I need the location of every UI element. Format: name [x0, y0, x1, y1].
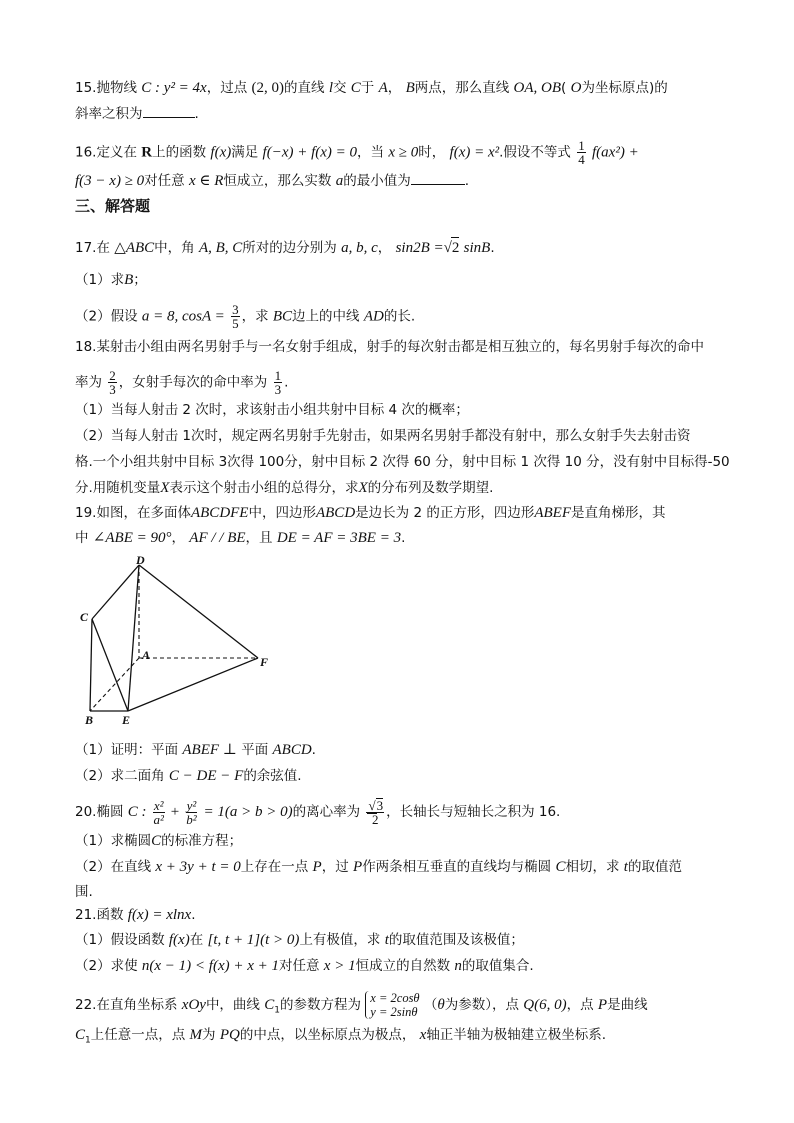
label-F: F	[260, 655, 269, 669]
answer-blank	[143, 103, 195, 118]
fraction: $\frac{1}{3}$	[274, 368, 282, 397]
q18-part2-line3: 分.用随机变量X表示这个射击小组的总得分，求X的分布列及数学期望.	[75, 480, 494, 496]
q16-line2: f(3 − x) ≥ 0对任意 x ∈ R恒成立，那么实数 a的最小值为 .	[75, 170, 734, 191]
q21-part1: （1）假设函数 f(x)在 [t, t + 1](t > 0)上有极值，求 t的取值范围及该极值；	[75, 932, 524, 948]
fraction: $\frac{3}{5}$	[232, 302, 239, 331]
edge-CE	[92, 619, 128, 711]
q19-part2: （2）求二面角 C − DE − F的余弦值.	[75, 768, 302, 784]
q20-part1: （1）求椭圆C的标准方程；	[75, 833, 243, 849]
q20-line1: 20.椭圆 C : $\frac{\text{x²}}{\text{a²}}$ + $\frac{\text{y²}}{\text{b²}}$ = 1(a > b > 0)的离心率为 $\frac{√3}{2}$ ，长轴长与短轴长之积为 16.	[75, 797, 561, 827]
label-B: B	[85, 713, 94, 725]
q17-part2: （2）假设 a = 8, cosA = $\frac{3}{5}$ ，求 BC边上的中线 AD的长.	[75, 302, 416, 331]
fraction: $\frac{√3}{2}$	[368, 798, 384, 827]
label-D: D	[136, 555, 145, 567]
q19-line1: 19.如图，在多面体ABCDFE中，四边形ABCD是边长为 2 的正方形，四边形ABEF是直角梯形，其	[75, 505, 666, 521]
q22-line1: 22.在直角坐标系 xOy中，曲线 $C_1$的参数方程为 x = 2cosθ y = 2sinθ （θ为参数），点 Q(6, 0)，点 P是曲线	[75, 991, 648, 1019]
q18-part1: （1）当每人射击 2 次时，求该射击小组共射中目标 4 次的概率；	[75, 402, 469, 418]
q15-line1: 15.抛物线 C : y² = 4x，过点 (2, 0)的直线 l交 C于 A， B两点，那么直线 OA, OB( O为坐标原点)的	[75, 80, 668, 96]
q17-part1: （1）求B；	[75, 272, 147, 288]
q20-part2-line2: 围.	[75, 884, 93, 900]
q18-part2-line2: 格.一个小组共射中目标 3次得 100分，射中目标 2 次得 60 分，射中目标 1 次得 10 分，没有射中目标得-50	[75, 454, 730, 470]
edge-DC	[92, 565, 139, 619]
q17-line1: 17.在 △ABC中，角 A, B, C所对的边分别为 a, b, c， sin2B =√2 sinB.	[75, 237, 734, 258]
label-E: E	[122, 713, 131, 725]
q18-line1: 18.某射击小组由两名男射手与一名女射手组成，射手的每次射击都是相互独立的，每名男射手每次的命中	[75, 339, 704, 355]
q22-line2: $C_1$上任意一点，点 M为 PQ的中点，以坐标原点为极点， x轴正半轴为极轴建立极坐标系.	[75, 1027, 607, 1046]
answer-blank	[411, 170, 465, 185]
q19-part1: （1）证明：平面 ABEF ⊥ 平面 ABCD.	[75, 742, 316, 758]
q22-number: 22.	[75, 997, 97, 1013]
q20-part2-line1: （2）在直线 x + 3y + t = 0上存在一点 P，过 P作两条相互垂直的直线均与椭圆 C相切，求 t的取值范	[75, 859, 682, 875]
parametric-system: x = 2cosθ y = 2sinθ	[365, 991, 419, 1019]
q15-line2: 斜率之积为 .	[75, 103, 734, 124]
q18-line2: 率为 $\frac{2}{3}$ ，女射手每次的命中率为 $\frac{1}{3}$ .	[75, 368, 289, 397]
edge-AB-hidden	[90, 658, 139, 711]
q21-line1: 21.函数 f(x) = xlnx.	[75, 907, 196, 923]
q19-line2: 中 ∠ABE = 90°， AF / / BE，且 DE = AF = 3BE = 3.	[75, 530, 406, 546]
q17-number: 17.	[75, 240, 97, 256]
polyhedron-figure	[76, 555, 276, 725]
q20-number: 20.	[75, 804, 97, 820]
q15-number: 15.	[75, 80, 97, 96]
edge-DF	[139, 565, 258, 658]
fraction: $\frac{\text{x²}}{\text{a²}}$	[153, 797, 164, 827]
q21-part2: （2）求使 n(x − 1) < f(x) + x + 1对任意 x > 1恒成立的自然数 n的取值集合.	[75, 958, 534, 974]
edge-DE	[128, 565, 139, 711]
label-C: C	[80, 610, 89, 624]
section-heading: 三、解答题	[75, 197, 151, 215]
fraction: $\frac{1}{4}$	[578, 138, 585, 167]
q16-line1: 16.定义在 R上的函数 f(x)满足 f(−x) + f(x) = 0，当 x ≥ 0时， f(x) = x².假设不等式 $\frac{1}{4}$ f(ax²) +	[75, 138, 639, 167]
q15-parabola: C : y² = 4x	[141, 80, 207, 96]
fraction: $\frac{2}{3}$	[109, 368, 116, 397]
q18-part2-line1: （2）当每人射击 1次时，规定两名男射手先射击，如果两名男射手都没有射中，那么女射手失去射击资	[75, 428, 691, 444]
q16-number: 16.	[75, 144, 97, 161]
edge-EF	[128, 658, 258, 711]
q21-number: 21.	[75, 907, 97, 923]
fraction: $\frac{\text{y²}}{\text{b²}}$	[186, 797, 197, 827]
label-A: A	[142, 648, 151, 662]
edge-CB	[90, 619, 92, 711]
